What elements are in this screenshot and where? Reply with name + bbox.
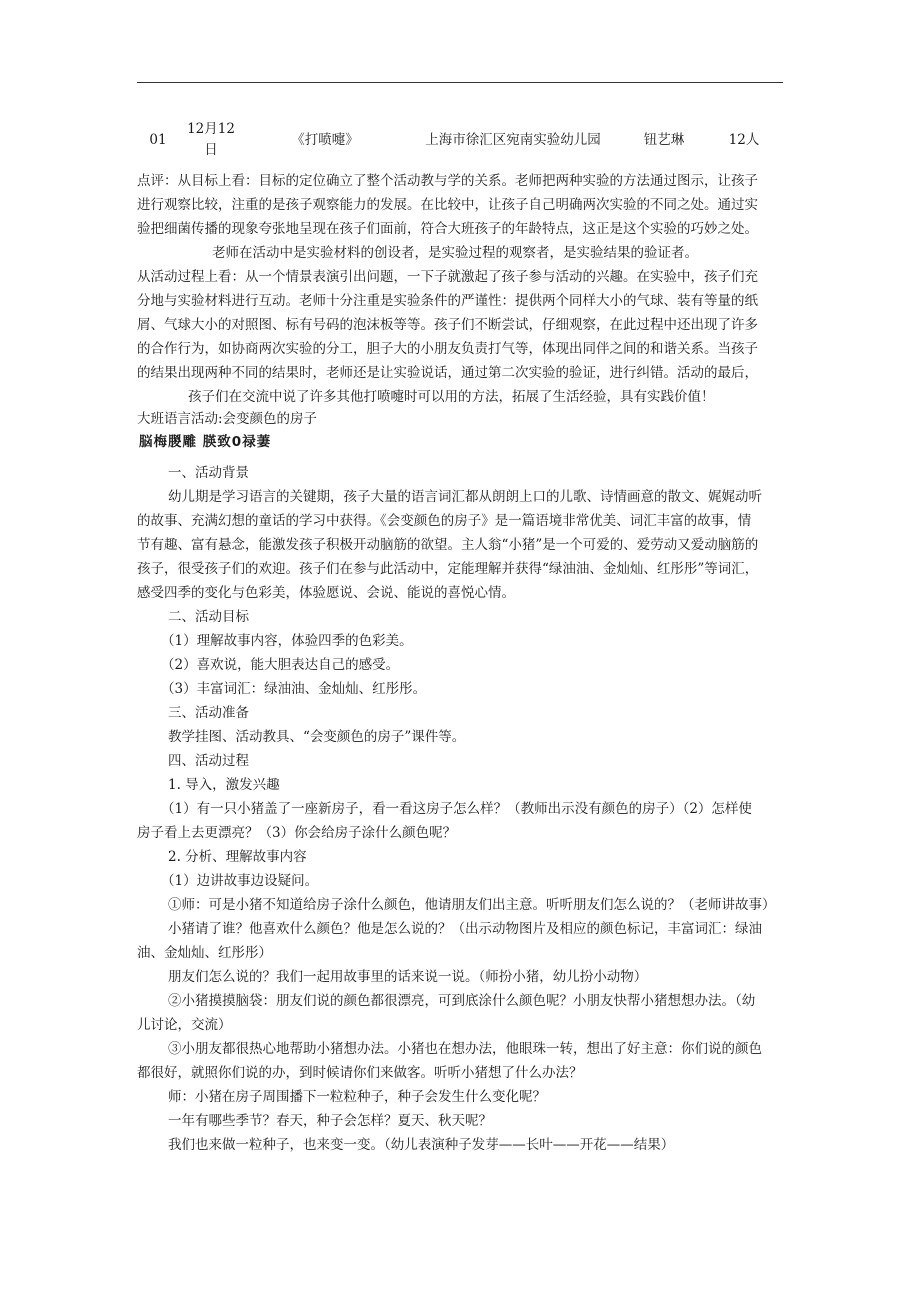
text-line: 我们也来做一粒种子，也来变一变。（幼儿表演种子发芽——长叶——开花——结果） — [168, 1137, 675, 1153]
text-line: 一、活动背景 — [168, 465, 249, 481]
text-line: 的故事、充满幻想的童话的学习中获得。《会变颜色的房子》是一篇语境非常优美、词汇丰富的故事，情 — [137, 513, 752, 529]
text-line: （1）理解故事内容，体验四季的色彩美。 — [161, 633, 413, 649]
text-line: ①师：可是小猪不知道给房子涂什么颜色，他请朋友们出主意。听听朋友们怎么说的？（老师讲故事） — [168, 897, 776, 913]
row-school: 上海市徐汇区宛南实验幼儿园 — [425, 132, 601, 148]
text-line: 验把细菌传播的现象夸张地呈现在孩子们面前，符合大班孩子的年龄特点，这正是这个实验的巧妙之处。 — [137, 221, 758, 237]
text-line: 2. 分析、理解故事内容 — [168, 849, 307, 865]
text-line: 老师在活动中是实验材料的创设者，是实验过程的观察者，是实验结果的验证者。 — [212, 245, 698, 261]
text-line: 小猪请了谁？他喜欢什么颜色？他是怎么说的？（出示动物图片及相应的颜色标记，丰富词汇：绿油 — [168, 921, 762, 937]
text-line: 感受四季的变化与色彩美，体验愿说、会说、能说的喜悦心情。 — [137, 585, 515, 601]
text-line: 房子看上去更漂亮？（3）你会给房子涂什么颜色呢？ — [137, 825, 457, 841]
text-line: （1）边讲故事边设疑问。 — [161, 873, 319, 889]
text-line: 儿讨论，交流） — [137, 1017, 232, 1033]
text-line: 孩子们在交流中说了许多其他打喷嚏时可以用的方法，拓展了生活经验，具有实践价值！ — [188, 389, 715, 405]
text-line: 1. 导入，激发兴趣 — [168, 777, 280, 793]
row-teacher: 钮艺琳 — [643, 132, 685, 148]
row-number: 01 — [149, 132, 167, 148]
text-line: 的合作行为，如协商两次实验的分工，胆子大的小朋友负责打气等，体现出同伴之间的和谐关系。当孩子 — [137, 341, 758, 357]
row-title: 《打喷嚏》 — [291, 132, 359, 148]
header-rule — [137, 82, 783, 83]
text-line: 从活动过程上看：从一个情景表演引出问题，一下子就激起了孩子参与活动的兴趣。在实验中，孩子们充 — [137, 269, 758, 285]
row-count: 12人 — [728, 132, 760, 148]
row-date-line2: 日 — [204, 142, 218, 158]
text-line: 一年有哪些季节？春天，种子会怎样？夏天、秋天呢？ — [168, 1113, 492, 1129]
row-date-line1: 12月12 — [187, 121, 235, 137]
text-line: （3）丰富词汇：绿油油、金灿灿、红彤彤。 — [161, 681, 427, 697]
text-line: 分地与实验材料进行互动。老师十分注重是实验条件的严谨性：提供两个同样大小的气球、装有等量的纸 — [137, 293, 758, 309]
text-line: 屑、气球大小的对照图、标有号码的泡沫板等等。孩子们不断尝试，仔细观察，在此过程中还出现了许多 — [137, 317, 758, 333]
text-line: 点评：从目标上看：目标的定位确立了整个活动教与学的关系。老师把两种实验的方法通过图示，让孩子 — [137, 173, 758, 189]
text-line: 幼儿期是学习语言的关键期，孩子大量的语言词汇都从朗朗上口的儿歌、诗情画意的散文、娓娓动听 — [168, 489, 762, 505]
section-heading: 大班语言活动:会变颜色的房子 — [137, 411, 318, 427]
text-line: 四、活动过程 — [168, 753, 249, 769]
garbled-heading: 脳梅朡雕 朠致0禄萋 — [139, 434, 272, 450]
text-line: 节有趣、富有悬念，能激发孩子积极开动脑筋的欲望。主人翁“小猪”是一个可爱的、爱劳动又爱动脑筋的 — [137, 537, 759, 553]
text-line: 都很好，就照你们说的办，到时候请你们来做客。听听小猪想了什么办法？ — [137, 1065, 583, 1081]
text-line: 油、金灿灿、红彤彤） — [137, 945, 272, 961]
text-line: （1）有一只小猪盖了一座新房子，看一看这房子怎么样？（教师出示没有颜色的房子）（2）怎样使 — [161, 801, 752, 817]
text-line: 三、活动准备 — [168, 705, 249, 721]
text-line: 师：小猪在房子周围播下一粒粒种子，种子会发生什么变化呢？ — [168, 1089, 546, 1105]
text-line: 朋友们怎么说的？我们一起用故事里的话来说一说。（师扮小猪，幼儿扮小动物） — [168, 969, 648, 985]
text-line: ③小朋友都很热心地帮助小猪想办法。小猪也在想办法，他眼珠一转，想出了好主意：你们说的颜色 — [168, 1041, 762, 1057]
text-line: （2）喜欢说，能大胆表达自己的感受。 — [161, 657, 400, 673]
text-line: ②小猪摸摸脑袋：朋友们说的颜色都很漂亮，可到底涂什么颜色呢？小朋友快帮小猪想想办法。（幼 — [168, 993, 756, 1009]
text-line: 二、活动目标 — [168, 609, 249, 625]
text-line: 孩子，很受孩子们的欢迎。孩子们在参与此活动中，定能理解并获得“绿油油、金灿灿、红彤彤”等词汇， — [137, 561, 759, 577]
text-line: 进行观察比较，注重的是孩子观察能力的发展。在比较中，让孩子自己明确两次实验的不同之处。通过实 — [137, 197, 758, 213]
text-line: 教学挂图、活动教具、“会变颜色的房子”课件等。 — [168, 729, 466, 745]
text-line: 的结果出现两种不同的结果时，老师还是让实验说话，通过第二次实验的验证，进行纠错。活动的最后， — [137, 365, 758, 381]
